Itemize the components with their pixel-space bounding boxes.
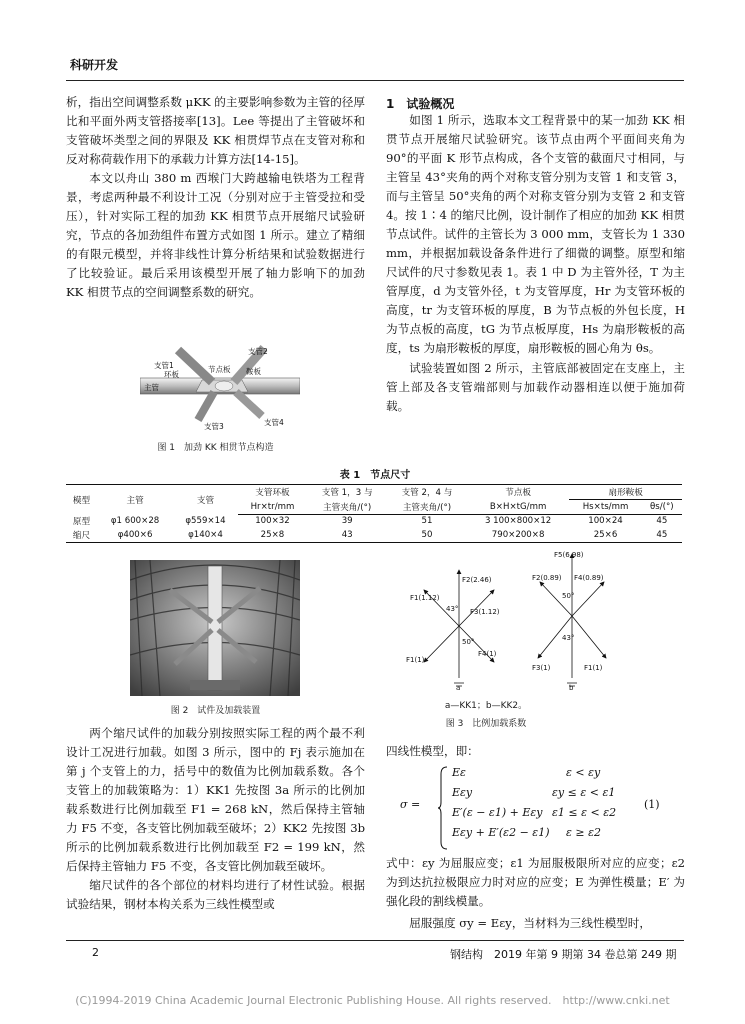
table-header: 模型 [66,485,97,515]
table-row [66,514,682,528]
label-a-f2: F2(2.46) [462,576,492,584]
table-cell: 原型 [72,517,91,527]
table-header: 支管 [173,485,237,515]
label-b-f1: F1(1) [584,664,603,672]
paragraph: 如图 1 所示，选取本文工程背景中的某一加劲 KK 相贯节点开展缩尺试验研究。该节点由两个平面间夹角为 90°的平面 K 形节点构成，各个支管的截面尺寸相同，与主管呈 43°夹角的两个对称支管分别为支管 1 和支管 3，而与主管呈 50°夹角的两个对称支管分别为支管 2 和支管 4。按 1∶4 的缩尺比例，设计制作了相应的加劲 KK 相贯节点试件。试件的主管长为 3 000 mm，支管长为 1 330 mm，并根据加载设备条件进行了细微的调整。原型和缩尺试件的尺寸参数见表 1。表 1 中 D 为主管外径，T 为主管厚度，d 为支管外径，t 为支管厚度，Hr 为支管环板的高度，tr 为支管环板的厚度，B 为节点板的外包长度，H 为节点板的高度，tG 为节点板厚度，Hs 为扇形鞍板的高度，ts 为扇形鞍板的厚度，扇形鞍板的圆心角为 θs。 [386,113,685,355]
label-a-f1: F1(1) [406,656,425,664]
paragraph: 式中：εy 为屈服应变；ε1 为屈服极限所对应的应变；ε2 为到达抗拉极限应力时对应的应变；E 为弹性模量；E′ 为强化段的割线模量。 [386,856,685,908]
label-a-f4: F4(1) [478,650,497,658]
label-a-f1t: F1(1.12) [410,594,440,602]
table-header: 节点板 [467,485,569,500]
sigma-symbol: σ = [400,798,421,811]
section-header: 科研开发 [70,58,119,72]
figure-3 [404,548,616,690]
paragraph: 两个缩尺试件的加载分别按照实际工程的两个最不利设计工况进行加载。如图 3 所示，图中的 Fj 表示施加在第 j 个支管上的力，括号中的数值为比例加载系数。各个支管上的加载策略为：1）KK1 先按图 3a 所示的比例加载系数进行比例加载至 F1 = 268 kN，然后保持主管轴力 F5 不变，各支管比例加载至破坏；2）KK2 先按图 3b 所示的比例加载系数进行比例加载至 F2 = 199 kN，然后保持主管轴力 F5 不变，各支管比例加载至破坏。 [66,726,365,873]
table-cell: 100×24 [588,516,623,527]
label-b-ang50: 50° [562,592,575,600]
header-rule [66,80,684,81]
paragraph: 本文以舟山 380 m 西堠门大跨越输电铁塔为工程背景，考虑两种最不利设计工况（分别对应于主管受拉和受压），针对实际工程的加劲 KK 相贯节点开展缩尺试验研究，节点的各加劲组件布置方式如图 1 所示。建立了精细的有限元模型，并将非线性计算分析结果和试验数据进行了比较验证。最后采用该模型开展了轴力影响下的加劲 KK 相贯节点的空间调整系数的研究。 [66,171,365,299]
label-branch1: 支管1 [154,361,174,370]
label-main: 主管 [144,383,159,392]
case-cond: ε ≥ ε2 [566,826,602,839]
paragraph: 析，指出空间调整系数 μKK 的主要影响参数为主管的径厚比和平面外两支管搭接率[13]。Lee 等提出了主管破坏和支管破坏类型之间的界限及 KK 相贯焊节点在支管对称和反对称荷载作用下的承载力计算方法[14-15]。 [66,95,365,166]
kk-joint-diagram [140,342,300,434]
figure-3-caption: 图 3 比例加载系数 [445,719,527,729]
table-cell: 43 [307,528,387,543]
table-cell: 50 [387,528,467,543]
table-cell: 51 [421,516,433,527]
table-header: 支管环板 [238,485,308,500]
table-subheader: B×H×tG/mm [467,500,569,515]
figure-1-caption: 图 1 加劲 KK 相贯节点构造 [157,443,274,453]
section-title: 1 试验概况 [386,97,455,111]
table-1 [66,484,682,543]
table-cell: 25×6 [569,528,641,543]
figure-3-subcaption: a—KK1；b—KK2。 [444,701,528,711]
case-cond: ε < εy [566,766,601,779]
label-gusset: 节点板 [208,365,231,374]
ring-plate [215,381,233,391]
table-header: 支管 2，4 与 [387,485,467,500]
table-subheader: θs/(°) [642,500,682,515]
label-branch3: 支管3 [204,422,224,431]
label-a: a [456,684,461,690]
table-cell: φ140×4 [173,528,237,543]
label-b-ang43: 43° [562,634,575,642]
table-subheader: Hr×tr/mm [238,500,308,515]
equation-1 [386,764,685,850]
test-rig-photo [130,560,300,696]
table-header: 扇形鞍板 [569,485,682,500]
table-cell: 45 [656,516,668,527]
loading-coefficient-diagram [404,548,616,690]
equation-number: (1) [644,798,660,811]
main-pipe [208,566,222,690]
table-cell: φ1 600×28 [110,516,160,526]
table-cell: 3 100×800×12 [484,516,552,527]
branch-3 [198,392,214,420]
left-column-bottom [66,724,365,914]
label-ring: 环板 [164,370,179,379]
label-b-f3: F3(1) [532,664,551,672]
table-cell: 缩尺 [66,528,97,543]
label-b-f2: F2(0.89) [532,574,562,582]
case-expr: Eε [452,766,466,779]
label-branch2: 支管2 [248,347,268,356]
diagram-a [424,570,494,686]
table-subheader: Hs×ts/mm [569,500,641,515]
case-cond: εy ≤ ε < ε1 [552,786,616,799]
case-cond: ε1 ≤ ε < ε2 [552,806,617,819]
table-row [66,528,682,543]
table-subheader: 主管夹角/(°) [307,500,387,515]
left-column-top [66,93,365,302]
paragraph: 缩尺试件的各个部位的材料均进行了材性试验。根据试验结果，钢材本构关系为三线性模型或 [66,878,365,911]
journal-info: 钢结构 2019 年第 9 期第 34 卷总第 249 期 [450,948,677,961]
label-a-ang50: 50° [462,638,475,646]
table-header: 支管 1，3 与 [307,485,387,500]
case-expr: E′(ε − ε1) + Eεy [452,806,543,819]
table-cell: 790×200×8 [467,528,569,543]
table-cell: φ559×14 [185,516,226,526]
right-column-bottom [386,854,685,933]
figure-1 [140,342,300,434]
table-cell: 100×32 [255,516,290,527]
table-cell: 25×8 [238,528,308,543]
label-b-f4t: F4(0.89) [574,574,604,582]
figure-2-caption: 图 2 试件及加载装置 [170,706,261,716]
paragraph: 屈服强度 σy = Eεy，当材料为三线性模型时， [409,916,651,930]
page-number: 2 [92,946,99,959]
right-bottom-intro: 四线性模型，即： [386,744,479,758]
figure-2-photo [130,560,300,696]
table-cell: 45 [642,528,682,543]
label-branch4: 支管4 [264,418,284,427]
case-expr: Eεy + E′(ε2 − ε1) [452,826,550,839]
table-cell: φ400×6 [97,528,173,543]
label-saddle: 鞍板 [246,367,261,376]
table-subheader: 主管夹角/(°) [387,500,467,515]
right-column-top [386,111,685,416]
footer-rule [66,940,684,941]
label-b: b [569,684,574,690]
paragraph: 试验装置如图 2 所示，主管底部被固定在支座上，主管上部及各支管端部则与加载作动器相连以便于施加荷载。 [386,361,685,413]
table-header: 主管 [97,485,173,515]
label-a-ang43: 43° [446,605,459,613]
copyright-line: (C)1994-2019 China Academic Journal Electronic Publishing House. All rights reserved. http://www.cnki.net [75,994,670,1007]
label-b-f5: F5(6.98) [554,551,584,559]
case-expr: Eεy [452,786,473,799]
table-cell: 39 [341,516,353,527]
table-1-title: 表 1 节点尺寸 [339,470,411,481]
branch-4 [236,392,262,416]
label-a-f3: F3(1.12) [470,608,500,616]
brace [438,766,448,850]
branch-1 [178,350,212,382]
